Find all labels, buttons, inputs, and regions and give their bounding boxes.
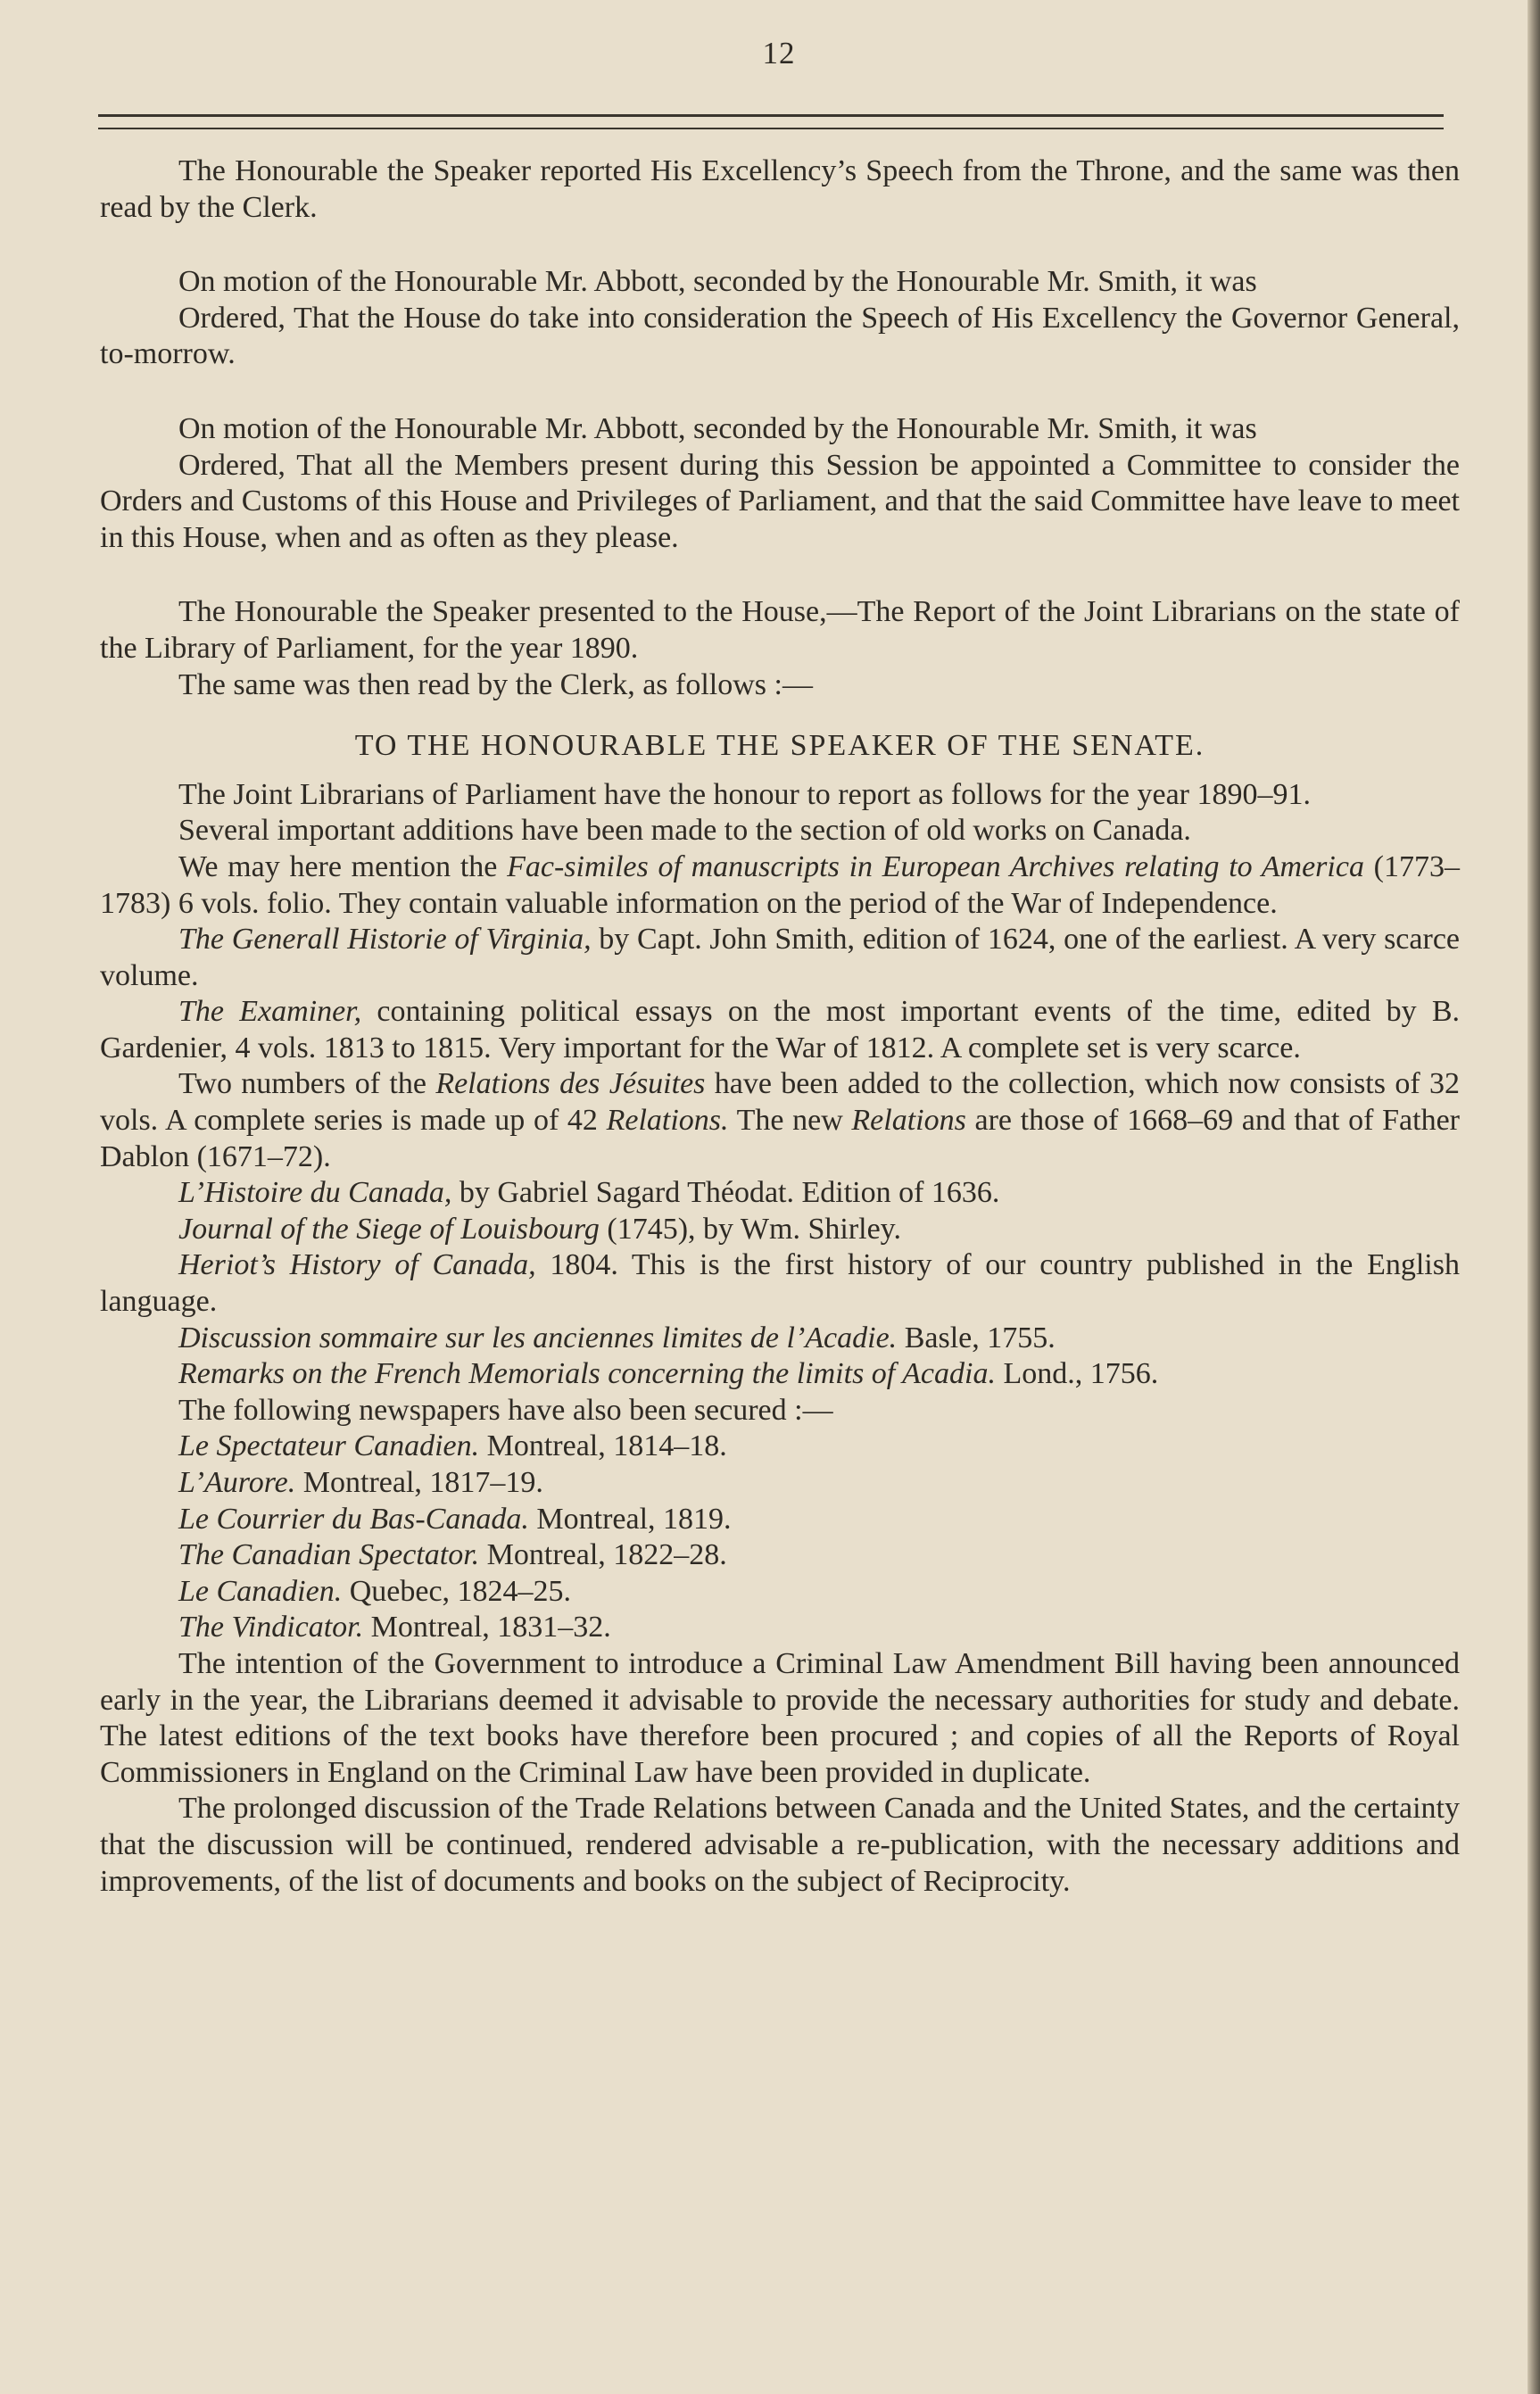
paragraph-speech-reported: The Honourable the Speaker reported His Excellency’s Speech from the Throne, and the same was then read by the Clerk.: [100, 154, 1460, 224]
report-newspaper-spectateur: [100, 1429, 1460, 1465]
paragraph-order-2: Ordered, That all the Members present during this Session be appointed a Committee to consider the Orders and Customs of this House and Privileges of Parliament, and that the said Committee have leave to meet in this House, when and as often as they please.: [100, 448, 1460, 554]
report-item-examiner: [100, 994, 1460, 1066]
item-title: Remarks on the French Memorials concerning the limits of Acadia.: [178, 1357, 996, 1391]
report-item-virginia: [100, 922, 1460, 994]
item-text: by Gabriel Sagard Théodat. Edition of 1636.: [451, 1176, 1000, 1210]
report-reciprocity: The prolonged discussion of the Trade Relations between Canada and the United States, and the certainty that the discussion will be continued, rendered advisable a re-publication, with the necessary additions and improvements, of the list of documents and books on the subject of Reciprocity.: [100, 1792, 1460, 1898]
page-edge-shadow: [1528, 0, 1540, 2394]
item-text: Quebec, 1824–25.: [342, 1574, 572, 1608]
report-item-remarks: [100, 1356, 1460, 1393]
item-text: We may here mention the: [178, 849, 508, 883]
item-text: The new: [728, 1104, 852, 1138]
item-text: are those of 1668–69 and that of Father Dablon (1671–72).: [100, 1104, 1460, 1173]
item-text: Basle, 1755.: [897, 1321, 1056, 1354]
report-intro: The Joint Librarians of Parliament have the honour to report as follows for the year 1890–91.: [178, 777, 1311, 811]
header-rule-bottom: [98, 128, 1444, 129]
item-title: Fac-similes of manuscripts in European Archives relating to America: [507, 849, 1364, 883]
item-text: Lond., 1756.: [995, 1357, 1159, 1391]
item-title: Relations: [851, 1104, 966, 1138]
item-text: (1773–1783) 6 vols. folio. They contain valuable information on the period of the War of Independence.: [100, 849, 1460, 920]
item-title: L’Aurore.: [178, 1466, 296, 1499]
report-newspaper-vindicator: [100, 1610, 1460, 1646]
item-title: Journal of the Siege of Louisbourg: [178, 1212, 600, 1246]
report-newspaper-spectator: [100, 1537, 1460, 1574]
item-title: Relations.: [606, 1104, 729, 1138]
item-title: Le Canadien.: [178, 1574, 343, 1608]
item-text: 1804. This is the first history of our country published in the English language.: [100, 1248, 1460, 1319]
report-item-facsimiles: [100, 849, 1460, 922]
report-newspaper-aurore: [100, 1465, 1460, 1502]
item-title: The Generall Historie of Virginia,: [178, 923, 592, 957]
item-title: Le Courrier du Bas-Canada.: [178, 1502, 529, 1536]
item-text: Montreal, 1819.: [528, 1502, 732, 1536]
report-criminal-law: The intention of the Government to introduce a Criminal Law Amendment Bill having been announced early in the year, the Librarians deemed it advisable to provide the necessary authorities for study and debate. The latest editions of the text books have therefore been procured ; and copies of all the Reports of Royal Commissioners in England on the Criminal Law have been provided in duplicate.: [100, 1646, 1460, 1789]
item-text: Montreal, 1814–18.: [479, 1429, 727, 1463]
report-heading: TO THE HONOURABLE THE SPEAKER OF THE SENATE.: [354, 729, 1205, 763]
report-additions: Several important additions have been made to the section of old works on Canada.: [178, 814, 1191, 848]
item-title: Relations des Jésuites: [435, 1067, 706, 1101]
report-item-louisbourg: [100, 1212, 1460, 1248]
report-newspapers-intro: The following newspapers have also been secured :—: [178, 1393, 833, 1427]
paragraph-order-1: Ordered, That the House do take into consideration the Speech of His Excellency the Governor General, to-morrow.: [100, 301, 1460, 371]
item-text: (1745), by Wm. Shirley.: [599, 1212, 901, 1246]
item-text: by Capt. John Smith, edition of 1624, one of the earliest. A very scarce volume.: [100, 923, 1460, 992]
report-item-relations: [100, 1066, 1460, 1175]
body-text: [100, 153, 1460, 1900]
report-newspaper-canadien: [100, 1574, 1460, 1611]
report-item-histoire: [100, 1175, 1460, 1212]
report-newspaper-courrier: [100, 1502, 1460, 1538]
item-text: containing political essays on the most important events of the time, edited by B. Gardenier, 4 vols. 1813 to 1815. Very important for the War of 1812. A complete set is very scarce.: [100, 995, 1460, 1064]
paragraph-motion-2: On motion of the Honourable Mr. Abbott, seconded by the Honourable Mr. Smith, it was: [178, 411, 1257, 445]
item-text: Montreal, 1831–32.: [363, 1611, 611, 1644]
report-item-discussion: [100, 1321, 1460, 1357]
item-title: The Examiner,: [178, 995, 362, 1029]
item-text: have been added to the collection, which now consists of 32 vols. A complete series is made up of 42: [100, 1067, 1460, 1138]
page-number: 12: [762, 36, 796, 70]
paragraph-report-read: The same was then read by the Clerk, as follows :—: [178, 667, 813, 701]
item-title: L’Histoire du Canada,: [178, 1176, 452, 1210]
item-text: Two numbers of the: [178, 1067, 436, 1101]
item-text: Montreal, 1817–19.: [295, 1466, 543, 1499]
item-title: Discussion sommaire sur les anciennes limites de l’Acadie.: [178, 1321, 898, 1354]
item-title: Heriot’s History of Canada,: [178, 1248, 536, 1282]
header-rule-top: [98, 114, 1444, 117]
item-title: The Vindicator.: [178, 1611, 364, 1644]
report-item-heriot: [100, 1247, 1460, 1320]
item-title: The Canadian Spectator.: [178, 1538, 480, 1572]
item-title: Le Spectateur Canadien.: [178, 1429, 480, 1463]
paragraph-report-presented: The Honourable the Speaker presented to the House,—The Report of the Joint Librarians on the state of the Library of Parliament, for the year 1890.: [100, 595, 1460, 665]
paragraph-motion-1: On motion of the Honourable Mr. Abbott, seconded by the Honourable Mr. Smith, it was: [178, 265, 1257, 299]
item-text: Montreal, 1822–28.: [479, 1538, 727, 1572]
